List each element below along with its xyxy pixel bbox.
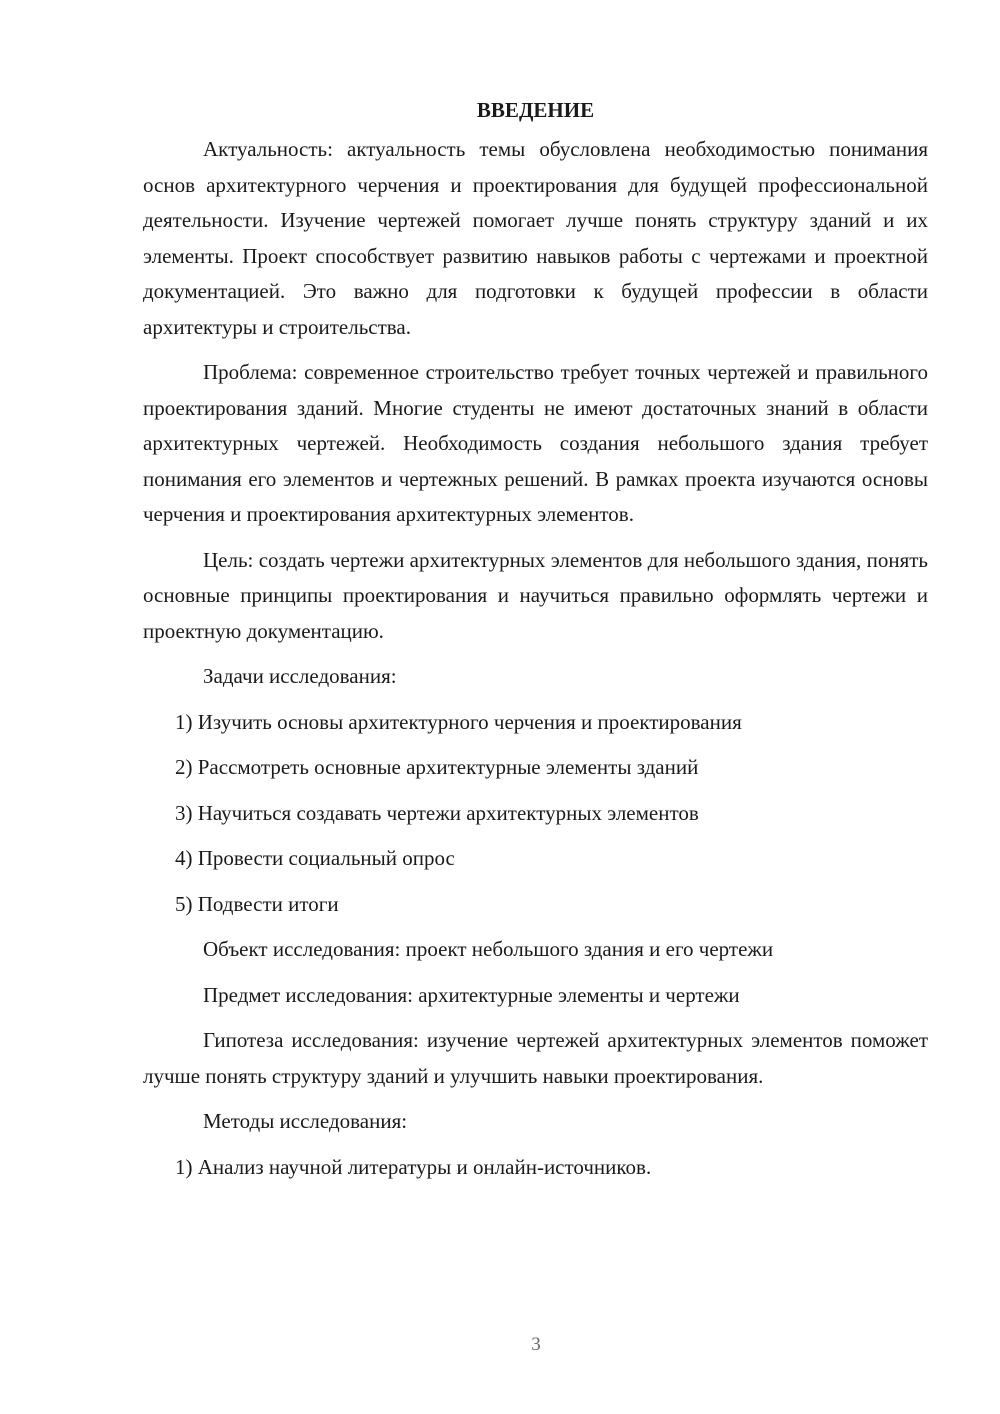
document-body [143, 96, 928, 1195]
goal-paragraph: Цель: создать чертежи архитектурных элементов для небольшого здания, понять основные принципы проектирования и научиться правильно оформлять чертежи и проектную документацию. [143, 547, 928, 643]
page-number: 3 [531, 1334, 541, 1355]
task-item: 3) Научиться создавать чертежи архитектурных элементов [175, 800, 699, 825]
task-item: 4) Провести социальный опрос [175, 846, 455, 870]
hypothesis-paragraph: Гипотеза исследования: изучение чертежей архитектурных элементов поможет лучше понять структуру зданий и улучшить навыки проектирования. [143, 1028, 928, 1088]
section-title: ВВЕДЕНИЕ [476, 98, 595, 122]
tasks-heading: Задачи исследования: [203, 664, 397, 688]
task-item: 2) Рассмотреть основные архитектурные элементы зданий [175, 755, 699, 779]
problem-paragraph: Проблема: современное строительство требует точных чертежей и правильного проектирования зданий. Многие студенты не имеют достаточных знаний в области архитектурных чертежей. Необходимость создания небольшого здания требует понимания его элементов и чертежных решений. В рамках проекта изучаются основы черчения и проектирования архитектурных элементов. [143, 360, 928, 526]
subject-paragraph: Предмет исследования: архитектурные элементы и чертежи [203, 982, 740, 1007]
method-item: 1) Анализ научной литературы и онлайн-источников. [175, 1154, 652, 1179]
task-item: 1) Изучить основы архитектурного черчения и проектирования [175, 709, 742, 734]
object-paragraph: Объект исследования: проект небольшого здания и его чертежи [203, 937, 774, 961]
relevance-paragraph: Актуальность: актуальность темы обусловлена необходимостью понимания основ архитектурного черчения и проектирования для будущей профессиональной деятельности. Изучение чертежей помогает лучше понять структуру зданий и их элементы. Проект способствует развитию навыков работы с чертежами и проектной документацией. Это важно для подготовки к будущей профессии в области архитектуры и строительства. [143, 137, 928, 339]
methods-heading: Методы исследования: [203, 1109, 408, 1133]
task-item: 5) Подвести итоги [175, 891, 339, 916]
